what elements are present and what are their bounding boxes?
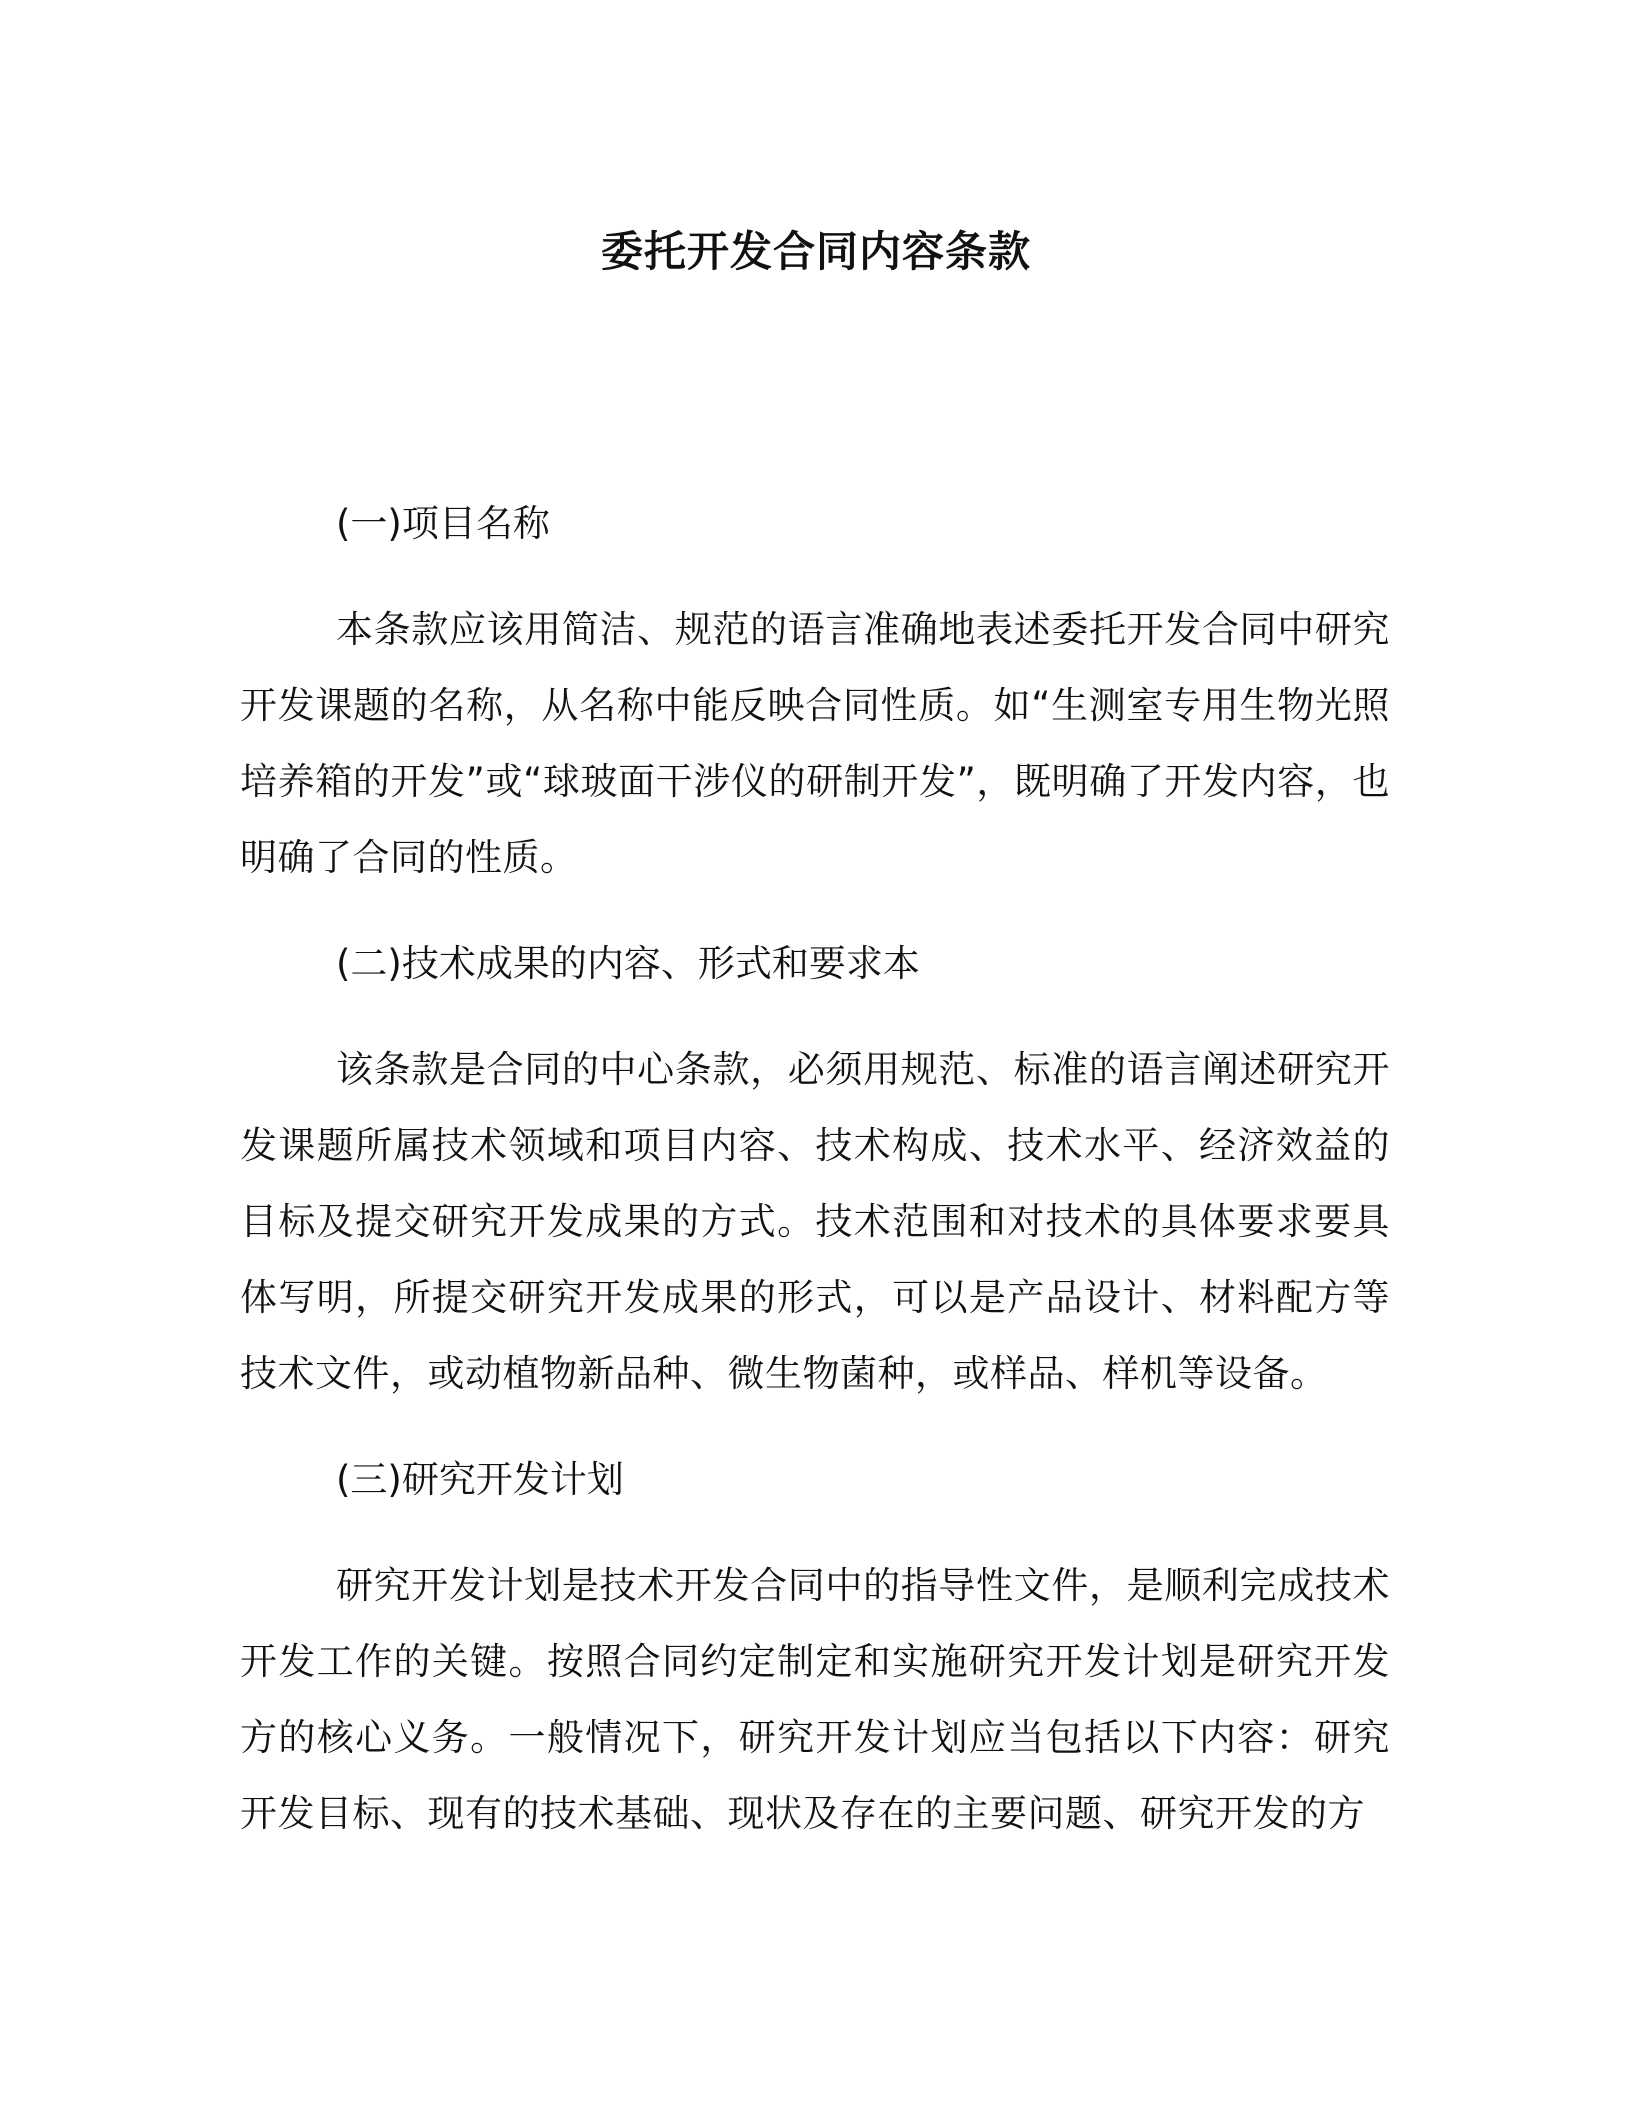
section-heading-3: (三)研究开发计划 [336,1458,624,1501]
document-title: 委托开发合同内容条款 [600,227,1031,276]
document-body [240,486,1390,1882]
section-paragraph-1: 本条款应该用简洁、规范的语言准确地表述委托开发合同中研究开发课题的名称，从名称中能反映合同性质。如“生测室专用生物光照培养箱的开发”或“球玻面干涉仪的研制开发”，既明确了开发内容，也明确了合同的性质。 [240,608,1390,879]
section-paragraph-3: 研究开发计划是技术开发合同中的指导性文件，是顺利完成技术开发工作的关键。按照合同约定制定和实施研究开发计划是研究开发方的核心义务。一般情况下，研究开发计划应当包括以下内容：研究开发目标、现有的技术基础、现状及存在的主要问题、研究开发的方 [240,1564,1390,1835]
section-paragraph-2: 该条款是合同的中心条款，必须用规范、标准的语言阐述研究开发课题所属技术领域和项目内容、技术构成、技术水平、经济效益的目标及提交研究开发成果的方式。技术范围和对技术的具体要求要具体写明，所提交研究开发成果的形式，可以是产品设计、材料配方等技术文件，或动植物新品种、微生物菌种，或样品、样机等设备。 [240,1048,1390,1395]
section-heading-1: (一)项目名称 [336,502,550,545]
section-heading-2: (二)技术成果的内容、形式和要求本 [336,942,920,985]
